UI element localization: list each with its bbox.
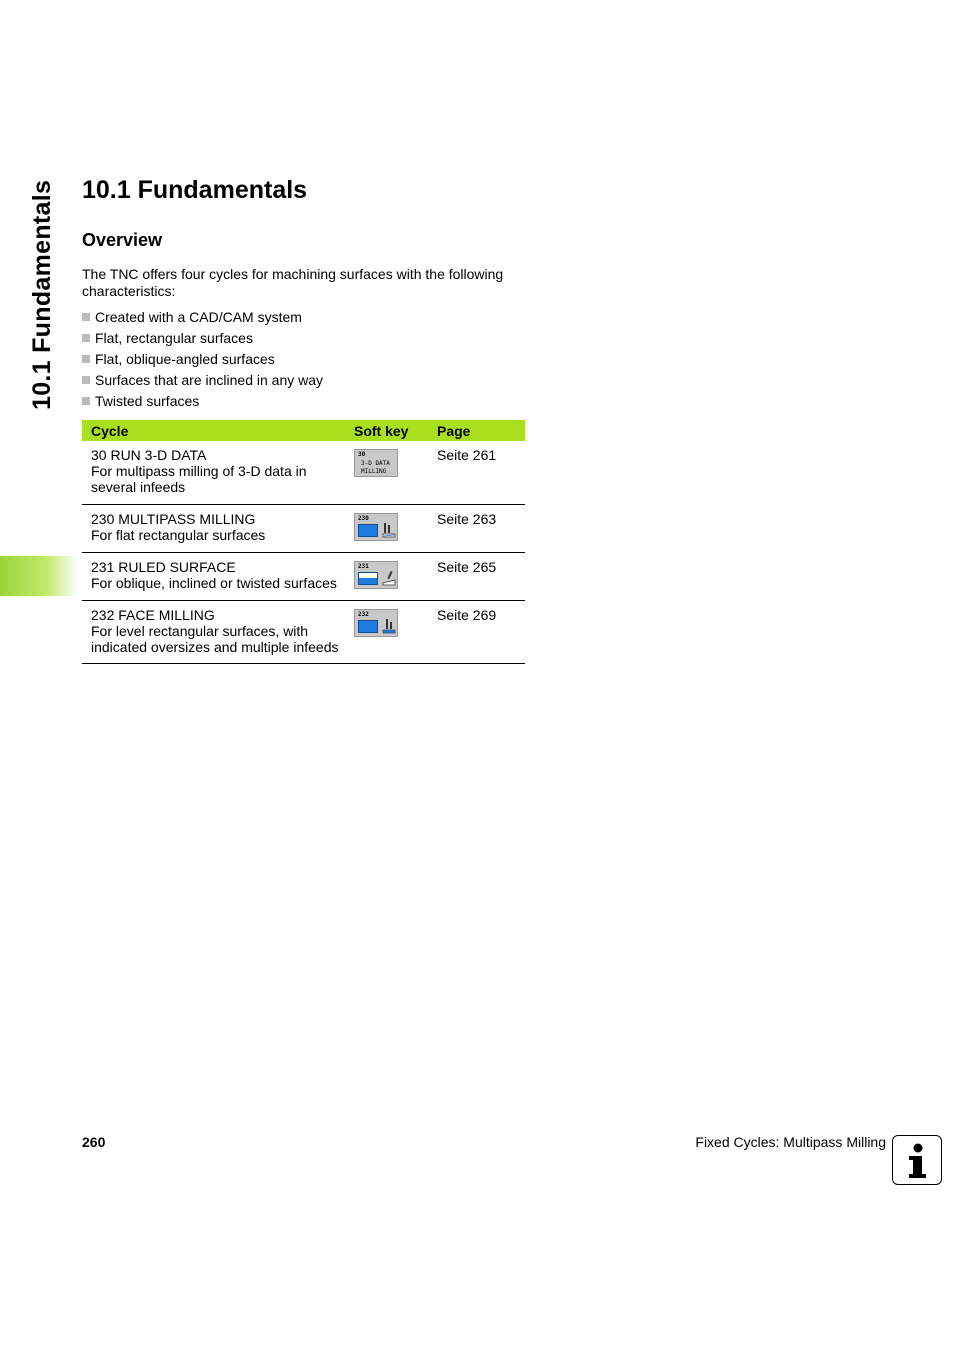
info-glyph (893, 1136, 940, 1183)
softkey-232-button[interactable] (354, 609, 398, 637)
header-cycle: Cycle (82, 420, 350, 441)
table-header-row (82, 420, 525, 441)
side-chapter-tab (0, 556, 78, 596)
page-cell: Seite 265 (437, 552, 525, 600)
page-cell: Seite 269 (437, 600, 525, 663)
softkey-label-line: 3-D DATA (361, 460, 390, 467)
cycle-cell (82, 441, 350, 504)
cycle-name: 231 RULED SURFACE (91, 558, 236, 575)
chapter-title: 10.1 Fundamentals (82, 176, 308, 204)
feature-list (82, 308, 323, 413)
page-number: 260 (82, 1134, 106, 1150)
side-chapter-title: 10.1 Fundamentals (28, 179, 56, 410)
softkey-label (361, 460, 390, 476)
softkey-label-line: MILLING (361, 468, 387, 475)
header-page: Page (437, 420, 525, 441)
softkey-230-button[interactable] (354, 513, 398, 541)
cycle-name: 230 MULTIPASS MILLING (91, 510, 256, 527)
list-item (82, 308, 323, 329)
softkey-cell (350, 441, 437, 504)
table-row (82, 600, 525, 663)
cycle-desc: indicated oversizes and multiple infeeds (91, 638, 339, 655)
table-row (82, 504, 525, 552)
feature-text: Flat, oblique-angled surfaces (95, 351, 275, 367)
intro-paragraph: The TNC offers four cycles for machining surfaces with the following characteristics: (82, 266, 504, 299)
footer-title: Fixed Cycles: Multipass Milling (695, 1134, 886, 1150)
feature-text: Created with a CAD/CAM system (95, 309, 302, 325)
list-item (82, 371, 323, 392)
cycle-desc: For flat rectangular surfaces (91, 526, 266, 543)
cycle-cell (82, 600, 350, 663)
cycle-name: 30 RUN 3-D DATA (91, 447, 207, 463)
softkey-cell (350, 552, 437, 600)
bullet-icon (82, 334, 90, 342)
page-cell: Seite 263 (437, 504, 525, 552)
cycle-desc: several infeeds (91, 479, 186, 495)
surface-icon (358, 572, 378, 585)
list-item (82, 329, 323, 350)
softkey-30-button[interactable] (354, 449, 398, 477)
bullet-icon (82, 397, 90, 405)
bullet-icon (82, 313, 90, 321)
cycle-desc: For level rectangular surfaces, with (91, 622, 309, 639)
feature-text: Surfaces that are inclined in any way (95, 372, 324, 388)
page-cell: Seite 261 (437, 441, 525, 504)
bullet-icon (82, 355, 90, 363)
cycle-cell (82, 504, 350, 552)
list-item (82, 350, 323, 371)
info-icon (892, 1135, 942, 1185)
list-item (82, 392, 323, 413)
header-softkey: Soft key (350, 420, 437, 441)
softkey-number: 230 (358, 514, 369, 522)
softkey-number: 232 (358, 610, 369, 618)
cycle-name: 232 FACE MILLING (91, 606, 215, 623)
section-title: Overview (82, 230, 163, 250)
milling-tool-icon (382, 570, 396, 586)
bullet-icon (82, 376, 90, 384)
feature-text: Twisted surfaces (95, 393, 200, 409)
cycle-desc: For multipass milling of 3-D data in (91, 463, 307, 479)
cycle-cell (82, 552, 350, 600)
cycle-desc: For oblique, inclined or twisted surfaces (91, 574, 337, 591)
milling-tool-icon (382, 618, 396, 634)
surface-icon (358, 524, 378, 537)
softkey-number: 231 (358, 562, 369, 570)
feature-text: Flat, rectangular surfaces (95, 330, 253, 346)
softkey-231-button[interactable] (354, 561, 398, 589)
softkey-cell (350, 600, 437, 663)
softkey-number: 30 (358, 451, 366, 458)
surface-icon (358, 620, 378, 633)
cycles-table (82, 420, 525, 664)
table-row (82, 441, 525, 504)
table-row (82, 552, 525, 600)
milling-tool-icon (382, 522, 396, 538)
softkey-cell (350, 504, 437, 552)
